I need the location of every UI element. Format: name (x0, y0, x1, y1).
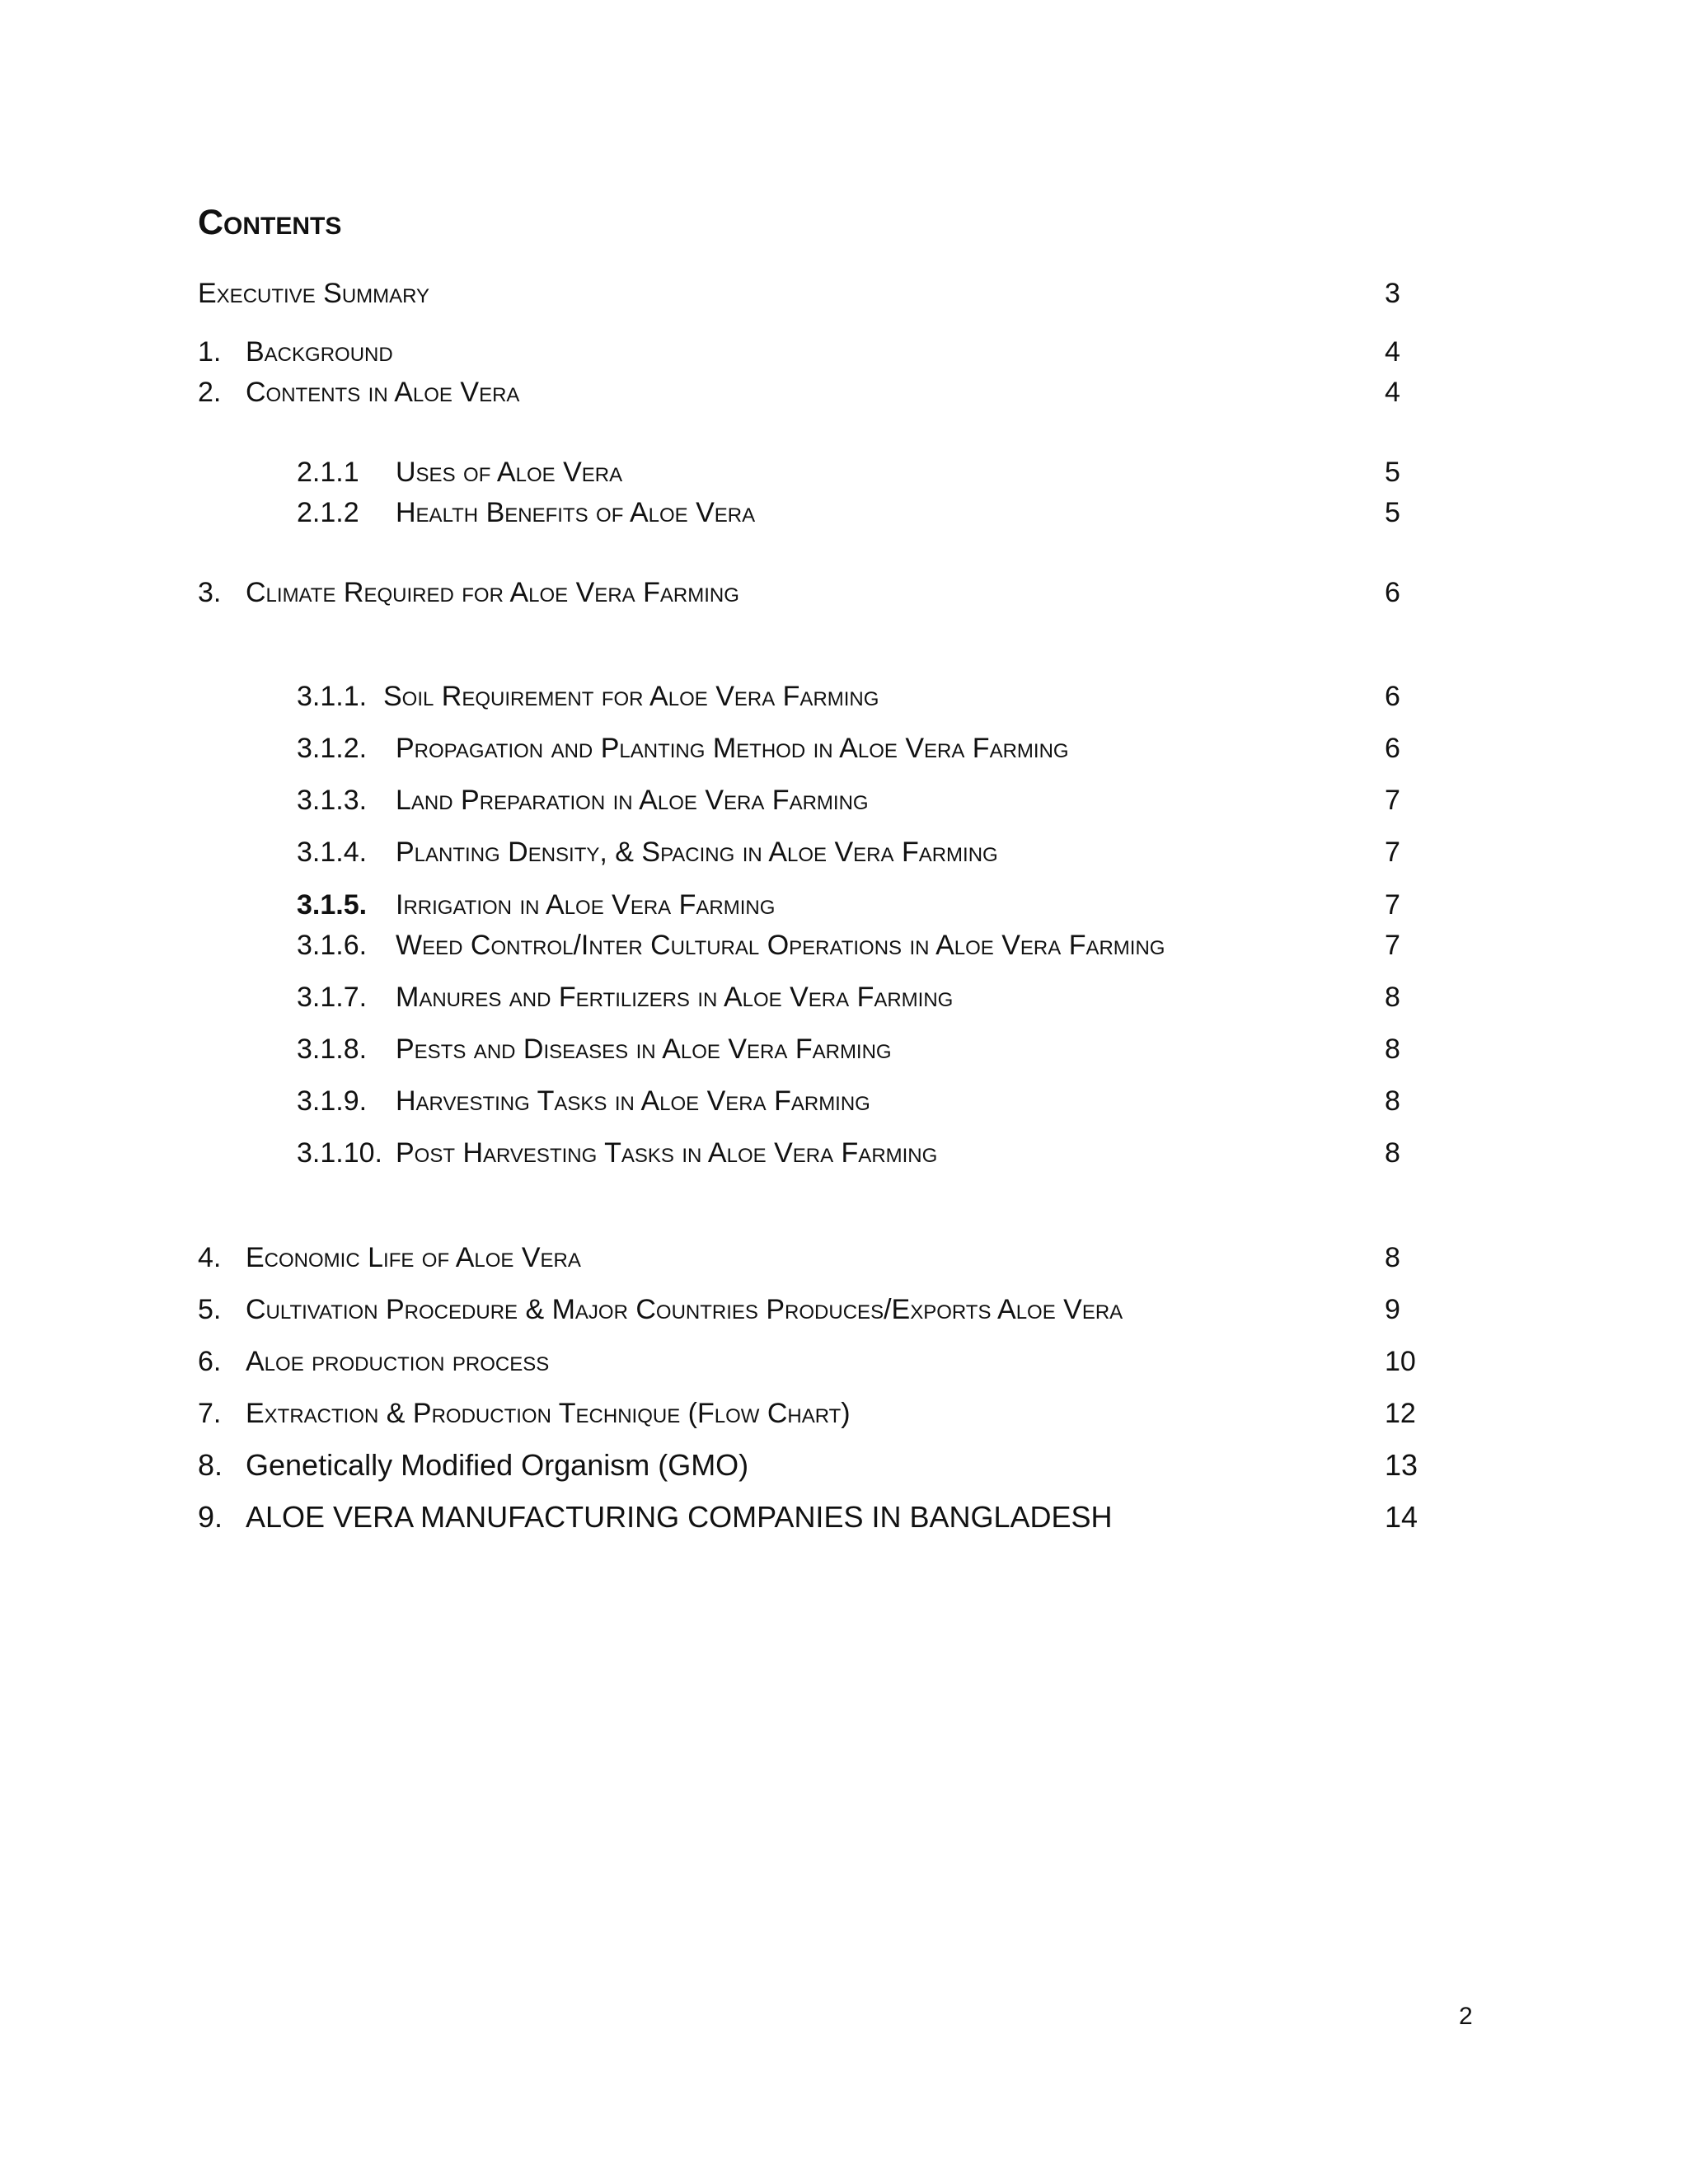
toc-entry-page: 14 (1385, 1500, 1418, 1534)
toc-entry-post-harvesting[interactable] (0, 1135, 1688, 1171)
toc-entry-title: Aloe production process (246, 1346, 550, 1377)
toc-entry-number: 1. (198, 336, 222, 368)
toc-entry-number: 8. (198, 1448, 223, 1482)
toc-entry-contents-in-aloe-vera[interactable] (0, 374, 1688, 410)
toc-entry-title: Soil Requirement for Aloe Vera Farming (383, 681, 879, 712)
toc-entry-title: Irrigation in Aloe Vera Farming (396, 889, 776, 921)
toc-entry-climate-required[interactable] (0, 574, 1688, 611)
toc-entry-title: Background (246, 336, 393, 368)
toc-entry-page: 7 (1385, 889, 1400, 921)
toc-entry-health-benefits[interactable] (0, 494, 1688, 531)
toc-entry-planting-density[interactable] (0, 834, 1688, 870)
toc-entry-title: Extraction & Production Technique (Flow Chart) (246, 1398, 851, 1429)
toc-entry-title: Health Benefits of Aloe Vera (396, 497, 756, 528)
toc-entry-number: 3.1.1. (297, 681, 368, 712)
toc-entry-title: Contents in Aloe Vera (246, 377, 520, 408)
toc-entry-title: Pests and Diseases in Aloe Vera Farming (396, 1033, 892, 1065)
toc-entry-page: 13 (1385, 1448, 1418, 1482)
toc-entry-title: Climate Required for Aloe Vera Farming (246, 577, 739, 608)
toc-entry-page: 4 (1385, 336, 1400, 368)
toc-entry-title: Post Harvesting Tasks in Aloe Vera Farming (396, 1137, 938, 1169)
toc-entry-title: Uses of Aloe Vera (396, 457, 623, 488)
toc-entry-page: 7 (1385, 837, 1400, 868)
toc-entry-title: Manures and Fertilizers in Aloe Vera Farming (396, 982, 954, 1013)
toc-entry-number: 3.1.8. (297, 1033, 368, 1065)
toc-entry-title: Weed Control/Inter Cultural Operations in Aloe Vera Farming (396, 930, 1165, 961)
toc-entry-number: 5. (198, 1294, 222, 1325)
toc-entry-number: 3.1.3. (297, 785, 368, 816)
toc-entry-manufacturing-companies[interactable] (0, 1499, 1688, 1535)
toc-entry-title: Land Preparation in Aloe Vera Farming (396, 785, 869, 816)
toc-entry-page: 8 (1385, 1137, 1400, 1169)
toc-entry-number: 7. (198, 1398, 222, 1429)
toc-entry-uses-of-aloe-vera[interactable] (0, 454, 1688, 490)
toc-entry-page: 10 (1385, 1346, 1416, 1377)
toc-entry-propagation[interactable] (0, 730, 1688, 766)
toc-entry-page: 6 (1385, 733, 1400, 764)
toc-entry-gmo[interactable] (0, 1447, 1688, 1483)
toc-entry-page: 9 (1385, 1294, 1400, 1325)
toc-entry-economic-life[interactable] (0, 1240, 1688, 1276)
toc-entry-title: Propagation and Planting Method in Aloe Vera Farming (396, 733, 1069, 764)
toc-entry-number: 3.1.5. (297, 889, 368, 921)
toc-entry-number: 3.1.4. (297, 837, 368, 868)
toc-entry-executive-summary[interactable] (0, 275, 1688, 312)
toc-entry-page: 7 (1385, 930, 1400, 961)
toc-entry-page: 5 (1385, 457, 1400, 488)
toc-entry-title: Economic Life of Aloe Vera (246, 1242, 581, 1273)
toc-entry-page: 4 (1385, 377, 1400, 408)
toc-entry-number: 4. (198, 1242, 222, 1273)
toc-entry-extraction-technique[interactable] (0, 1395, 1688, 1432)
toc-entry-manures[interactable] (0, 979, 1688, 1015)
toc-heading: Contents (198, 203, 342, 242)
toc-entry-aloe-production-process[interactable] (0, 1343, 1688, 1380)
footer-page-number: 2 (1459, 2003, 1473, 2030)
toc-entry-page: 3 (1385, 278, 1400, 309)
toc-entry-number: 3.1.2. (297, 733, 368, 764)
toc-entry-soil-requirement[interactable] (0, 678, 1688, 715)
toc-entry-page: 6 (1385, 577, 1400, 608)
toc-entry-number: 2. (198, 377, 222, 408)
toc-entry-number: 2.1.2 (297, 497, 359, 528)
toc-entry-number: 2.1.1 (297, 457, 359, 488)
toc-entry-number: 3.1.6. (297, 930, 368, 961)
toc-entry-pests[interactable] (0, 1031, 1688, 1067)
toc-entry-number: 3.1.9. (297, 1085, 368, 1117)
toc-entry-title: Planting Density, & Spacing in Aloe Vera Farming (396, 837, 998, 868)
toc-entry-number: 3.1.10. (297, 1137, 382, 1169)
toc-entry-land-preparation[interactable] (0, 782, 1688, 818)
toc-entry-title: Executive Summary (198, 278, 430, 309)
toc-entry-number: 6. (198, 1346, 222, 1377)
toc-entry-cultivation-procedure[interactable] (0, 1291, 1688, 1328)
toc-entry-page: 8 (1385, 1033, 1400, 1065)
toc-entry-number: 3.1.7. (297, 982, 368, 1013)
toc-entry-title: Cultivation Procedure & Major Countries Produces/Exports Aloe Vera (246, 1294, 1123, 1325)
toc-entry-page: 5 (1385, 497, 1400, 528)
toc-entry-page: 8 (1385, 1085, 1400, 1117)
toc-entry-number: 9. (198, 1500, 223, 1534)
toc-entry-page: 8 (1385, 1242, 1400, 1273)
toc-entry-page: 8 (1385, 982, 1400, 1013)
toc-entry-title: Harvesting Tasks in Aloe Vera Farming (396, 1085, 870, 1117)
toc-entry-weed-control[interactable] (0, 927, 1688, 963)
toc-entry-background[interactable] (0, 334, 1688, 370)
toc-entry-page: 6 (1385, 681, 1400, 712)
toc-entry-number: 3. (198, 577, 222, 608)
toc-entry-title: ALOE VERA MANUFACTURING COMPANIES IN BANGLADESH (246, 1500, 1113, 1534)
toc-entry-irrigation[interactable] (0, 887, 1688, 923)
toc-entry-harvesting[interactable] (0, 1083, 1688, 1119)
toc-entry-title: Genetically Modified Organism (GMO) (246, 1448, 749, 1482)
toc-entry-page: 12 (1385, 1398, 1416, 1429)
toc-entry-page: 7 (1385, 785, 1400, 816)
